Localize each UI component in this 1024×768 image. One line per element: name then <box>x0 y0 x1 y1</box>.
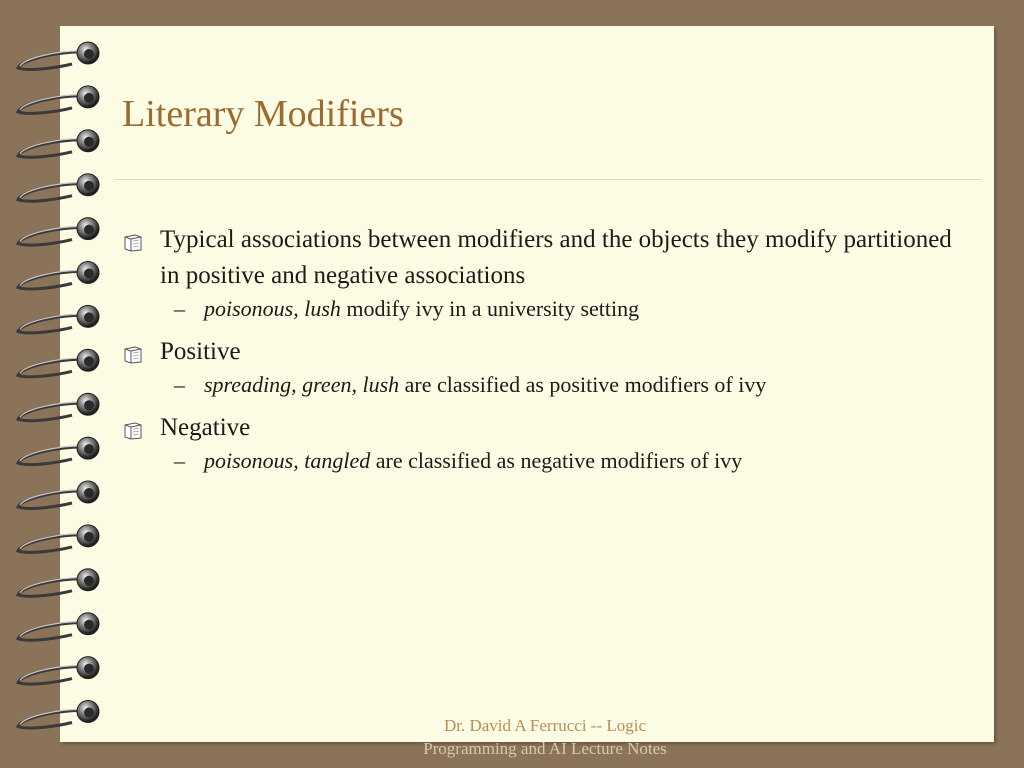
book-icon <box>122 420 144 440</box>
bullet-item <box>122 334 952 370</box>
title-divider <box>115 179 981 180</box>
sub-bullet-italic: poisonous, tangled <box>204 448 371 473</box>
footer-line-1: Dr. David A Ferrucci -- Logic <box>443 716 647 735</box>
book-icon <box>122 232 144 252</box>
sub-bullet-marker: – <box>174 448 185 473</box>
bullet-text: Negative <box>160 414 251 441</box>
sub-bullet-text: are classified as positive modifiers of ivy <box>399 372 767 397</box>
bullet-item <box>122 222 952 294</box>
slide-footer <box>380 714 710 760</box>
sub-bullet-italic: poisonous, lush <box>204 296 341 321</box>
sub-bullet-item <box>122 370 952 400</box>
sub-bullet-italic: spreading, green, lush <box>204 372 400 397</box>
sub-bullet-item <box>122 294 952 324</box>
sub-bullet-marker: – <box>174 372 185 397</box>
footer-line-2: Programming and AI Lecture Notes <box>423 739 667 758</box>
sub-bullet-marker: – <box>174 296 185 321</box>
sub-bullet-text: are classified as negative modifiers of ivy <box>370 448 743 473</box>
bullet-text: Positive <box>160 338 241 365</box>
slide-title: Literary Modifiers <box>122 93 404 135</box>
slide-body <box>122 222 952 486</box>
bullet-item <box>122 410 952 446</box>
book-icon <box>122 344 144 364</box>
sub-bullet-item <box>122 446 952 476</box>
sub-bullet-text: modify ivy in a university setting <box>340 296 640 321</box>
bullet-text: Typical associations between modifiers and the objects they modify partitioned in positive and negative associations <box>160 226 952 289</box>
